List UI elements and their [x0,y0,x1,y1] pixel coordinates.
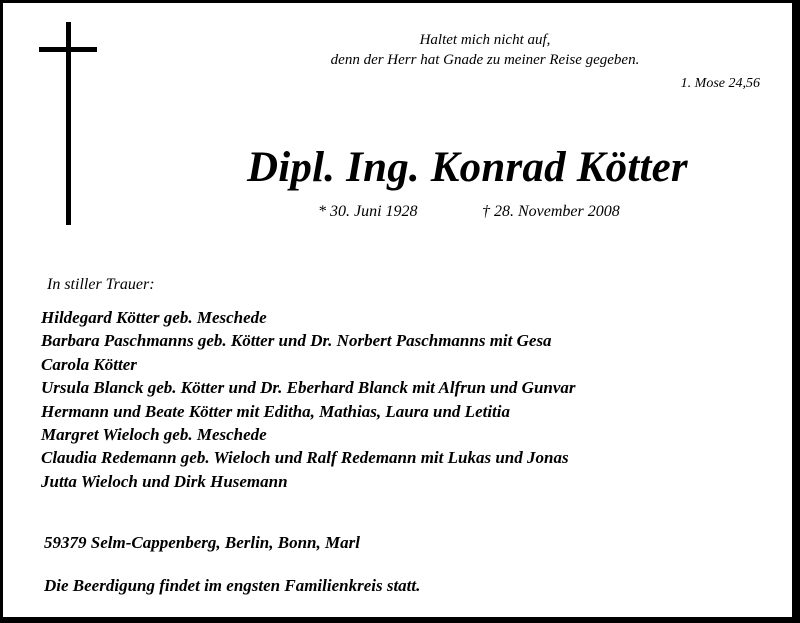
cross-vertical-bar [66,22,71,225]
birth-date: * 30. Juni 1928 [318,203,418,220]
family-member: Jutta Wieloch und Dirk Husemann [41,471,288,491]
family-member: Margret Wieloch geb. Meschede [41,425,267,445]
verse-line-1: Haltet mich nicht auf, [419,32,551,48]
family-member: Carola Kötter [41,354,137,374]
deceased-name: Dipl. Ing. Konrad Kötter [247,144,688,191]
verse-line-2: denn der Herr hat Gnade zu meiner Reise gegeben. [330,52,640,68]
family-member: Hermann und Beate Kötter mit Editha, Mathias, Laura und Letitia [41,401,511,421]
family-member: Hildegard Kötter geb. Meschede [41,308,267,327]
funeral-note: Die Beerdigung findet im engsten Familienkreis statt. [44,576,421,595]
family-member: Ursula Blanck geb. Kötter und Dr. Eberhard Blanck mit Alfrun und Gunvar [41,378,576,398]
cross-horizontal-bar [39,47,97,52]
family-member: Barbara Paschmanns geb. Kötter und Dr. Norbert Paschmanns mit Gesa [41,331,552,351]
death-date: † 28. November 2008 [482,203,620,220]
verse-reference: 1. Mose 24,56 [680,76,760,91]
family-member: Claudia Redemann geb. Wieloch und Ralf Redemann mit Lukas und Jonas [41,448,569,468]
family-list [41,306,576,493]
mourning-label: In stiller Trauer: [47,276,155,293]
place-line: 59379 Selm-Cappenberg, Berlin, Bonn, Marl [44,533,360,552]
